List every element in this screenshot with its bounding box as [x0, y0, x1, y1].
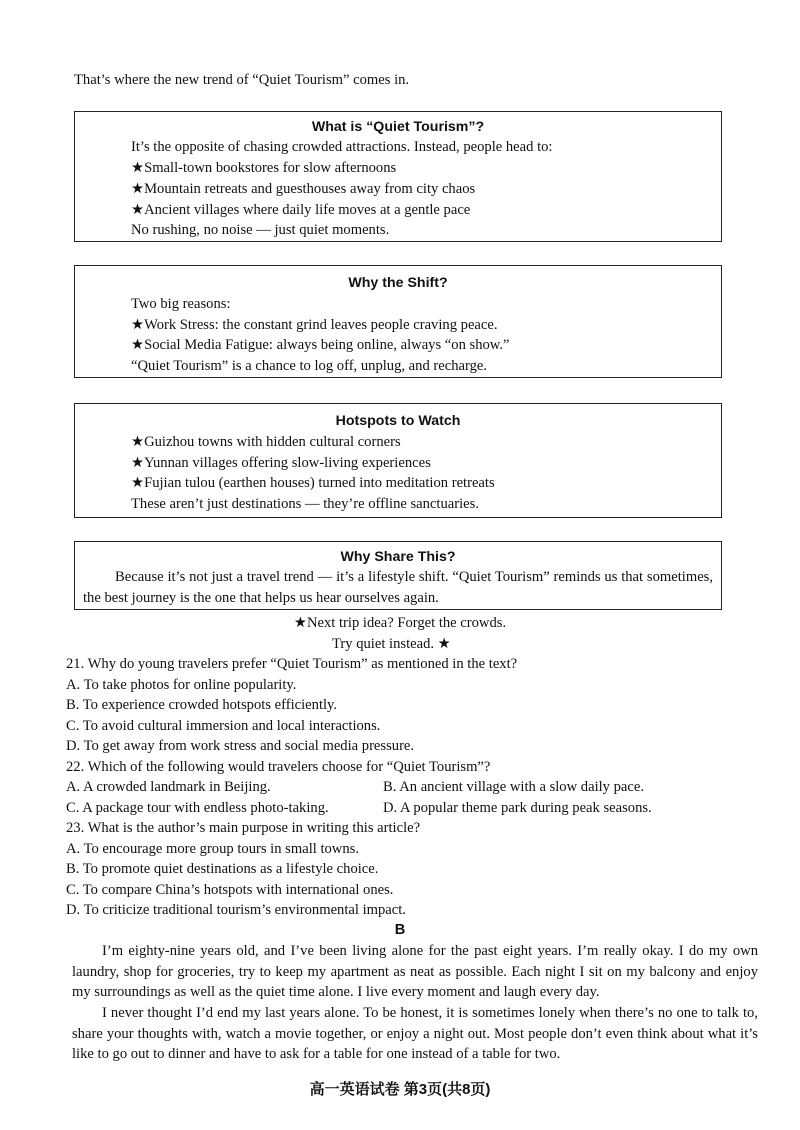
- box-title: Why the Shift?: [348, 275, 448, 291]
- box-line: These aren’t just destinations — they’re offline sanctuaries.: [131, 496, 479, 512]
- option: B. An ancient village with a slow daily pace.: [383, 779, 644, 795]
- info-box-why-share: [74, 541, 722, 610]
- info-box-hotspots: [74, 403, 722, 518]
- intro-line: That’s where the new trend of “Quiet Tourism” comes in.: [74, 72, 410, 88]
- box-body: Because it’s not just a travel trend — it’s a lifestyle shift. “Quiet Tourism” reminds us that sometimes, the best journey is the one that helps us hear ourselves again.: [83, 569, 713, 606]
- box-line: ★Mountain retreats and guesthouses away from city chaos: [131, 181, 476, 197]
- option: C. To avoid cultural immersion and local interactions.: [66, 718, 381, 734]
- closing-line-2: Try quiet instead. ★: [332, 636, 451, 652]
- question-22: 22. Which of the following would travelers choose for “Quiet Tourism”?: [66, 759, 491, 775]
- option: D. A popular theme park during peak seasons.: [383, 800, 652, 816]
- info-box-why-shift: [74, 265, 722, 378]
- option: D. To get away from work stress and social media pressure.: [66, 738, 415, 754]
- option: C. A package tour with endless photo-taking.: [66, 800, 329, 816]
- box-line: ★Social Media Fatigue: always being online, always “on show.”: [131, 337, 510, 353]
- closing-line-1: ★Next trip idea? Forget the crowds.: [293, 615, 507, 631]
- section-heading: B: [394, 922, 406, 938]
- box-line: ★Ancient villages where daily life moves at a gentle pace: [131, 202, 471, 218]
- box-title: Why Share This?: [340, 549, 456, 565]
- box-line: ★Fujian tulou (earthen houses) turned into meditation retreats: [131, 475, 495, 491]
- passage-paragraph: I’m eighty-nine years old, and I’ve been living alone for the past eight years. I’m really okay. I do my own laundry, shop for groceries, try to keep my apartment as neat as possible. Each night I sit on my balcony and enjoy my surroundings as well as the quiet time alone. I live every moment and laugh every day.: [72, 943, 758, 1001]
- box-line: ★Guizhou towns with hidden cultural corners: [131, 434, 401, 450]
- question-23: 23. What is the author’s main purpose in writing this article?: [66, 820, 421, 836]
- box-line: ★Work Stress: the constant grind leaves people craving peace.: [131, 317, 498, 333]
- option: A. To take photos for online popularity.: [66, 677, 297, 693]
- passage-paragraph: I never thought I’d end my last years alone. To be honest, it is sometimes lonely when there’s no one to talk to, share your thoughts with, watch a movie together, or enjoy a night out. Most people don’t even think about what it’s like to go out to dinner and have to ask for a table for one instead of a table for two.: [72, 1005, 758, 1063]
- option: B. To experience crowded hotspots efficiently.: [66, 697, 338, 713]
- box-line: ★Yunnan villages offering slow-living experiences: [131, 455, 431, 471]
- option: A. A crowded landmark in Beijing.: [66, 779, 271, 795]
- box-title: Hotspots to Watch: [335, 413, 461, 429]
- box-title: What is “Quiet Tourism”?: [311, 119, 485, 135]
- box-line: ★Small-town bookstores for slow afternoons: [131, 160, 397, 176]
- option: C. To compare China’s hotspots with international ones.: [66, 882, 394, 898]
- page-footer: 高一英语试卷 第3页(共8页): [309, 1081, 491, 1098]
- question-21: 21. Why do young travelers prefer “Quiet Tourism” as mentioned in the text?: [66, 656, 518, 672]
- box-line: “Quiet Tourism” is a chance to log off, unplug, and recharge.: [131, 358, 488, 374]
- box-line: No rushing, no noise — just quiet moments.: [131, 222, 390, 238]
- option: A. To encourage more group tours in small towns.: [66, 841, 359, 857]
- option: D. To criticize traditional tourism’s environmental impact.: [66, 902, 406, 918]
- info-box-what-is: [74, 111, 722, 242]
- option: B. To promote quiet destinations as a lifestyle choice.: [66, 861, 379, 877]
- box-line: It’s the opposite of chasing crowded attractions. Instead, people head to:: [131, 139, 553, 155]
- box-line: Two big reasons:: [131, 296, 231, 312]
